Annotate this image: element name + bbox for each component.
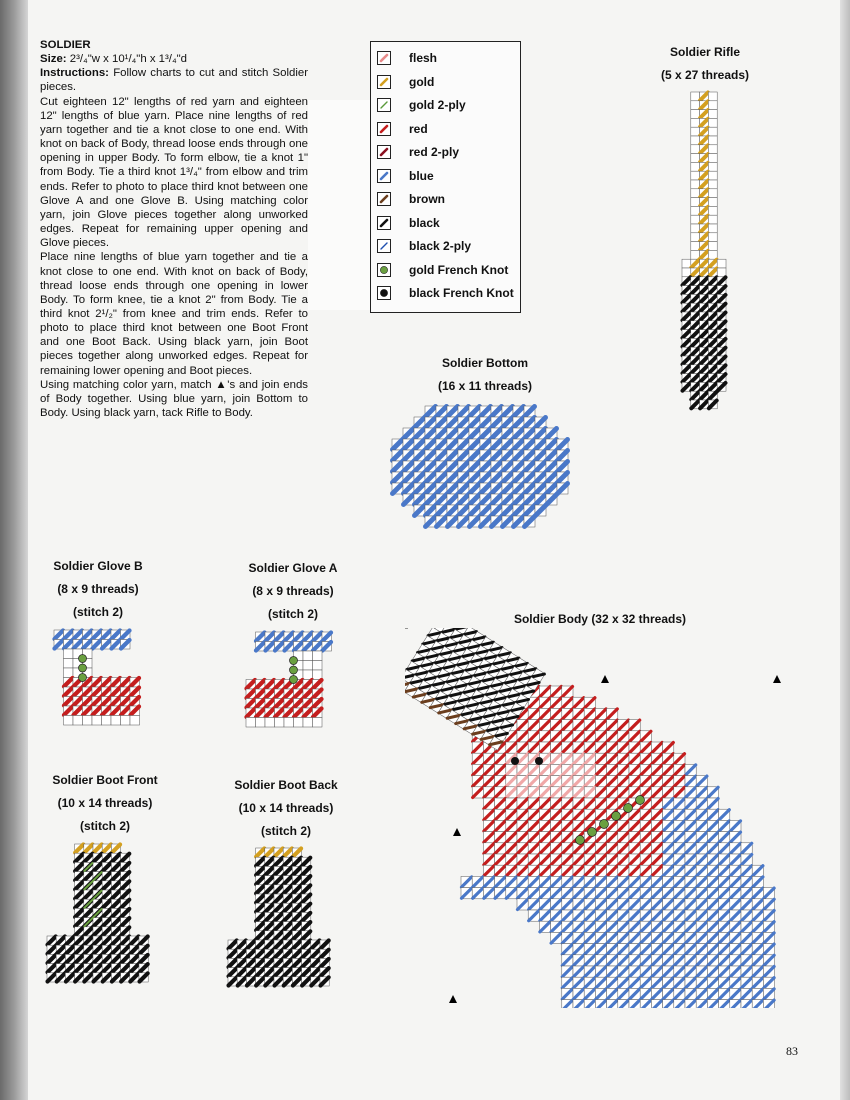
glove-b-note: (stitch 2) (72, 605, 123, 619)
canvas-hole-cell (691, 180, 700, 189)
canvas-hole-cell (691, 162, 700, 171)
canvas-hole-cell (708, 198, 717, 207)
legend-row-black (377, 214, 440, 232)
legend-row-flesh (377, 49, 437, 67)
legend-label: blue (409, 168, 434, 183)
canvas-hole-cell (691, 154, 700, 163)
gold-french-knot-mark (612, 812, 621, 821)
boot-front-note: (stitch 2) (79, 819, 130, 833)
canvas-hole-cell (313, 661, 323, 671)
legend-swatch-icon (377, 51, 391, 65)
canvas-hole-cell (691, 242, 700, 251)
canvas-hole-cell (303, 718, 313, 728)
canvas-hole-cell (708, 242, 717, 251)
french-knot-mark (290, 657, 298, 665)
glove-a-size: (8 x 9 threads) (252, 584, 334, 598)
canvas-hole-cell (246, 718, 256, 728)
canvas-hole-cell (294, 718, 304, 728)
body-title: Soldier Body (32 x 32 threads) (513, 612, 687, 626)
canvas-hole-cell (682, 268, 691, 277)
canvas-hole-cell (691, 110, 700, 119)
match-triangle-icon (601, 675, 609, 683)
legend-swatch-icon (377, 286, 391, 300)
eye-french-knot (535, 757, 543, 765)
canvas-hole-cell (708, 233, 717, 242)
canvas-hole-cell (691, 127, 700, 136)
french-knot-mark (290, 676, 298, 684)
canvas-hole-cell (708, 110, 717, 119)
canvas-hole-cell (691, 224, 700, 233)
gold-french-knot-mark (588, 828, 597, 837)
canvas-hole-cell (284, 718, 294, 728)
canvas-hole-cell (64, 659, 74, 669)
legend-label: brown (409, 192, 445, 206)
size-value: 2³/₄"w x 10¹/₄"h x 1³/₄"d (69, 53, 188, 66)
canvas-hole-cell (303, 651, 313, 661)
canvas-hole-cell (708, 101, 717, 110)
instructions-intro: Follow charts to cut and stitch Soldier pieces. (40, 67, 308, 94)
canvas-hole-cell (691, 233, 700, 242)
french-knot-mark (79, 664, 87, 672)
canvas-hole-cell (708, 162, 717, 171)
legend-swatch-icon (377, 216, 391, 230)
size-label: Size: (40, 53, 67, 66)
canvas-hole-cell (708, 215, 717, 224)
bottom-size: (16 x 11 threads) (437, 379, 533, 393)
legend-label: black French Knot (409, 286, 514, 300)
canvas-hole-cell (691, 215, 700, 224)
gold-french-knot-mark (576, 836, 585, 845)
legend-label: gold (409, 74, 435, 89)
canvas-hole-cell (708, 250, 717, 259)
gold-french-knot-mark (636, 796, 645, 805)
legend-label: red (409, 121, 428, 136)
glove-a-note: (stitch 2) (267, 607, 318, 621)
legend-label: gold 2-ply (409, 98, 466, 112)
page-edge (840, 0, 850, 1100)
french-knot-mark (79, 674, 87, 682)
legend-swatch-icon (377, 192, 391, 206)
legend-label: red 2-ply (409, 145, 460, 159)
boot-back-title: Soldier Boot Back (234, 778, 338, 792)
canvas-hole-cell (708, 189, 717, 198)
canvas-hole-cell (708, 171, 717, 180)
glove-b-chart (52, 628, 142, 728)
canvas-hole-cell (717, 259, 726, 268)
canvas-hole-cell (256, 718, 266, 728)
glove-a-chart-label (243, 561, 343, 630)
bottom-chart (390, 404, 575, 529)
glove-b-title: Soldier Glove B (53, 559, 143, 573)
stitch-grid (228, 848, 329, 986)
color-key-legend (370, 41, 521, 313)
canvas-hole-cell (708, 127, 717, 136)
instructions-paragraph-legs: Place nine lengths of blue yarn together and tie a knot close to one end. With knot on back of Body, thread loose ends through one opening in lower Body. To form knee, tie a knot 2" from Body. Tie a third knot 2¹/₂" from knee and trim ends. Refer to photo to place third knot between one Boot Front and one Boot Back. Using black yarn, join Boot pieces together along unworked edges. Repeat for remaining lower opening and Boot pieces. (40, 251, 308, 377)
gold-french-knot-mark (624, 804, 633, 813)
canvas-hole-cell (691, 189, 700, 198)
canvas-hole-cell (691, 101, 700, 110)
canvas-hole-cell (313, 718, 323, 728)
canvas-hole-cell (73, 716, 83, 726)
canvas-hole-cell (717, 268, 726, 277)
boot-back-note: (stitch 2) (260, 824, 311, 838)
canvas-hole-cell (64, 649, 74, 659)
canvas-hole-cell (691, 136, 700, 145)
canvas-hole-cell (691, 118, 700, 127)
boot-front-chart-label (45, 773, 165, 842)
canvas-hole-cell (130, 716, 140, 726)
boot-back-chart-label (226, 778, 346, 847)
legend-row-blue (377, 167, 434, 185)
body-chart (405, 628, 790, 1008)
legend-label: flesh (409, 51, 438, 65)
match-triangle-icon (773, 675, 781, 683)
legend-row-red-2-ply (377, 143, 459, 161)
legend-swatch-icon (377, 145, 391, 159)
rifle-chart (680, 90, 730, 415)
pattern-title: SOLDIER (40, 39, 91, 51)
instructions-block (40, 38, 308, 420)
canvas-hole-cell (92, 716, 102, 726)
legend-swatch-icon (377, 263, 391, 277)
french-knot-mark (79, 655, 87, 663)
glove-a-title: Soldier Glove A (248, 561, 338, 575)
canvas-hole-cell (708, 180, 717, 189)
canvas-hole-cell (708, 224, 717, 233)
match-triangle-icon (449, 995, 457, 1003)
canvas-hole-cell (83, 716, 93, 726)
legend-swatch-icon (377, 122, 391, 136)
legend-row-gold-french-knot (377, 261, 508, 279)
canvas-hole-cell (275, 718, 285, 728)
canvas-hole-cell (111, 716, 121, 726)
legend-label: gold French Knot (409, 262, 509, 277)
canvas-hole-cell (708, 92, 717, 101)
canvas-hole-cell (682, 259, 691, 268)
bottom-title: Soldier Bottom (442, 356, 528, 370)
bottom-chart-label (425, 356, 545, 402)
canvas-hole-cell (691, 198, 700, 207)
canvas-hole-cell (64, 716, 74, 726)
rifle-size: (5 x 27 threads) (660, 68, 750, 82)
eye-french-knot (511, 757, 519, 765)
canvas-hole-cell (102, 716, 112, 726)
stitch-grid (682, 92, 726, 409)
canvas-hole-cell (313, 651, 323, 661)
boot-front-title: Soldier Boot Front (52, 773, 158, 787)
boot-back-size: (10 x 14 threads) (238, 801, 334, 815)
instructions-label: Instructions: (40, 67, 109, 80)
rifle-chart-label (650, 45, 760, 91)
legend-swatch-icon (377, 98, 391, 112)
page-number: 83 (786, 1044, 798, 1058)
instructions-paragraph-arms: Cut eighteen 12" lengths of red yarn and eighteen 12" lengths of blue yarn. Place nine lengths of red yarn together and tie a knot close to one end. With knot on back of Body, thread loose ends through one opening in upper Body. To form elbow, tie a knot 1" from Body. Tie a third knot 1³/₄" from elbow and trim ends. Refer to photo to place third knot between one Glove A and one Glove B. Using matching color yarn, join Glove pieces together along unworked edges. Repeat for remaining upper opening and Glove pieces. (40, 95, 308, 250)
stitch-grid (392, 406, 568, 527)
canvas-hole-cell (691, 171, 700, 180)
canvas-hole-cell (303, 661, 313, 671)
glove-b-size: (8 x 9 threads) (57, 582, 139, 596)
canvas-hole-cell (691, 206, 700, 215)
french-knot-mark (290, 666, 298, 674)
boot-back-chart (226, 846, 341, 1006)
canvas-hole-cell (708, 136, 717, 145)
canvas-hole-cell (691, 145, 700, 154)
legend-row-gold-2-ply (377, 96, 466, 114)
canvas-hole-cell (708, 206, 717, 215)
boot-front-chart (45, 842, 160, 1002)
gold-french-knot-mark (600, 820, 609, 829)
legend-row-brown (377, 190, 445, 208)
legend-swatch-icon (377, 169, 391, 183)
canvas-hole-cell (708, 145, 717, 154)
stitch-grid (246, 632, 332, 727)
canvas-hole-cell (121, 716, 131, 726)
rifle-title: Soldier Rifle (669, 45, 740, 59)
legend-row-black-2-ply (377, 237, 471, 255)
legend-label: black 2-ply (409, 239, 472, 253)
legend-row-red (377, 120, 428, 138)
canvas-hole-cell (265, 718, 275, 728)
legend-row-black-french-knot (377, 284, 514, 302)
legend-label: black (409, 215, 440, 230)
boot-front-size: (10 x 14 threads) (57, 796, 153, 810)
canvas-hole-cell (708, 118, 717, 127)
glove-b-chart-label (48, 559, 148, 628)
canvas-hole-cell (691, 250, 700, 259)
legend-swatch-icon (377, 75, 391, 89)
instructions-paragraph-assembly: Using matching color yarn, match ▲'s and join ends of Body together. Using blue yarn, join Bottom to Body. Using black yarn, tack Rifle to Body. (40, 378, 308, 420)
glove-a-chart (244, 630, 339, 730)
legend-row-gold (377, 73, 434, 91)
match-triangle-icon (453, 828, 461, 836)
legend-swatch-icon (377, 239, 391, 253)
canvas-hole-cell (691, 92, 700, 101)
stitch-grid (54, 630, 140, 725)
canvas-hole-cell (708, 154, 717, 163)
